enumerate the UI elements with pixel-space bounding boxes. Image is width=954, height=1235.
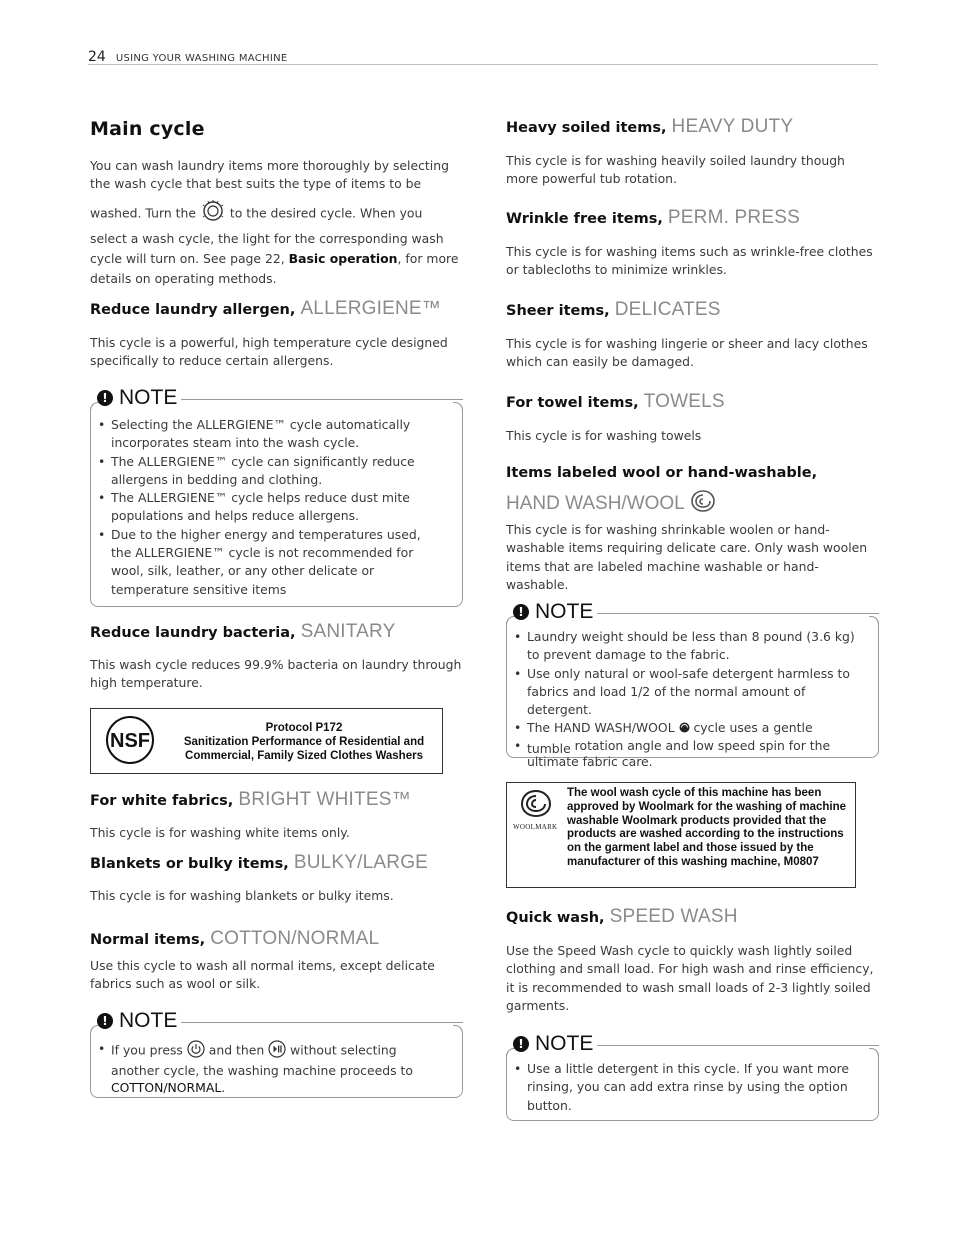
bulky-heading: Blankets or bulky items, BULKY/LARGE	[90, 852, 429, 873]
bright-whites-body: This cycle is for washing white items only.	[90, 825, 350, 840]
perm-press-cycle-name: PERM. PRESS	[667, 207, 800, 228]
note-label: NOTE	[535, 600, 597, 624]
cycle-dial-icon	[200, 199, 226, 229]
heavy-duty-cycle-name: HEAVY DUTY	[671, 116, 794, 137]
start-pause-button-icon	[268, 1040, 286, 1062]
page-header-title: USING YOUR WASHING MACHINE	[115, 53, 288, 64]
page-header	[88, 46, 878, 65]
list-item: • The HAND WASH/WOOL cycle uses a gentle	[507, 719, 869, 738]
allergiene-cycle-name: ALLERGIENE™	[300, 298, 441, 319]
normal-heading: Normal items, COTTON/NORMAL	[90, 928, 380, 949]
delicates-heading: Sheer items, DELICATES	[506, 299, 721, 320]
bright-whites-heading: For white fabrics, BRIGHT WHITES™	[90, 789, 411, 810]
wool-note	[506, 600, 879, 770]
speed-wash-heading: Quick wash, SPEED WASH	[506, 906, 738, 927]
hand-wash-wool-cycle-name: HAND WASH/WOOL	[506, 488, 717, 520]
normal-body: Use this cycle to wash all normal items, except delicate fabrics such as wool or silk.	[90, 958, 435, 992]
wool-icon	[679, 720, 690, 738]
list-item: • Use a little detergent in this cycle. If you want more rinsing, you can add extra rinse by using the option button.	[507, 1060, 857, 1115]
sanitary-cycle-name: SANITARY	[300, 621, 396, 642]
note-label: NOTE	[119, 1009, 181, 1033]
list-item: • The ALLERGIENE™ cycle can significantly reduce allergens in bedding and clothing.	[91, 453, 441, 490]
svg-text:NSF: NSF	[110, 730, 150, 752]
main-cycle-instructions: washed. Turn the to the desired cycle. When you select a wash cycle, the light for the corresponding wash cycle will turn on. See page 22, Basic operation, for more details on operating methods.	[90, 199, 462, 289]
warning-icon: !	[513, 604, 529, 620]
list-item: • Use only natural or wool-safe detergent harmless to fabrics and load 1/2 of the normal amount of detergent.	[507, 665, 869, 720]
woolmark-logo: WOOLMARK	[517, 789, 555, 831]
list-item: • tumble rotation angle and low speed spin for the ultimate fabric care.	[507, 738, 869, 770]
normal-cycle-name: COTTON/NORMAL	[210, 928, 380, 949]
main-cycle-title: Main cycle	[90, 118, 205, 140]
sanitary-heading: Reduce laundry bacteria, SANITARY	[90, 621, 396, 642]
speed-wash-body: Use the Speed Wash cycle to quickly wash lightly soiled clothing and small load. For high wash and rinse efficiency, it is recommended to wash small loads of 2-3 lightly soiled garments.	[506, 943, 874, 1013]
bulky-body: This cycle is for washing blankets or bulky items.	[90, 888, 394, 903]
main-cycle-intro: You can wash laundry items more thoroughly by selecting the wash cycle that best suits the type of items to be	[90, 158, 449, 192]
hand-wash-wool-body: This cycle is for washing shrinkable woolen or hand-washable items requiring delicate care. Only wash woolen items that are labeled machine washable or hand-washable.	[506, 522, 868, 592]
towels-body: This cycle is for washing towels	[506, 428, 702, 443]
nsf-description: Sanitization Performance of Residential and Commercial, Family Sized Clothes Washers	[183, 736, 425, 762]
list-item: • The ALLERGIENE™ cycle helps reduce dust mite populations and helps reduce allergens.	[91, 489, 441, 526]
nsf-protocol: Protocol P172	[265, 722, 343, 734]
heavy-duty-heading: Heavy soiled items, HEAVY DUTY	[506, 116, 794, 137]
warning-icon: !	[513, 1036, 529, 1052]
nsf-certification-box	[90, 708, 443, 774]
delicates-cycle-name: DELICATES	[614, 299, 721, 320]
cotton-normal-note	[90, 1009, 463, 1098]
delicates-body: This cycle is for washing lingerie or sheer and lacy clothes which can easily be damaged.	[506, 336, 868, 370]
list-item: • Laundry weight should be less than 8 pound (3.6 kg) to prevent damage to the fabric.	[507, 628, 869, 665]
woolmark-text: The wool wash cycle of this machine has been approved by Woolmark for the washing of machine washable Woolmark products provided that the products are washed according to the instructions on the garment label and those issued by the manufacturer of this washing machine, M0807	[567, 787, 847, 868]
allergiene-heading: Reduce laundry allergen, ALLERGIENE™	[90, 298, 441, 319]
warning-icon: !	[97, 1013, 113, 1029]
note-label: NOTE	[119, 386, 181, 410]
list-item: • Due to the higher energy and temperatures used, the ALLERGIENE™ cycle is not recommended for wool, silk, leather, or any other delicate or temperature sensitive items	[91, 526, 441, 599]
speed-wash-cycle-name: SPEED WASH	[609, 906, 738, 927]
hand-wash-wool-heading: Items labeled wool or hand-washable,	[506, 465, 818, 481]
perm-press-heading: Wrinkle free items, PERM. PRESS	[506, 207, 800, 228]
woolmark-certification-box	[506, 782, 856, 888]
list-item: • If you press and then without selecting another cycle, the washing machine proceeds to COTTON/NORMAL.	[91, 1040, 441, 1096]
towels-cycle-name: TOWELS	[643, 391, 725, 412]
warning-icon: !	[97, 390, 113, 406]
page-number: 24	[88, 49, 106, 65]
perm-press-body: This cycle is for washing items such as wrinkle-free clothes or tablecloths to minimize wrinkles.	[506, 244, 873, 278]
note-label: NOTE	[535, 1032, 597, 1056]
towels-heading: For towel items, TOWELS	[506, 391, 725, 412]
nsf-logo	[105, 715, 155, 765]
allergiene-body: This cycle is a powerful, high temperature cycle designed specifically to reduce certain allergens.	[90, 335, 448, 369]
speed-wash-note	[506, 1032, 879, 1121]
heavy-duty-body: This cycle is for washing heavily soiled laundry though more powerful tub rotation.	[506, 153, 845, 187]
woolmark-icon	[689, 488, 717, 520]
list-item: • Selecting the ALLERGIENE™ cycle automatically incorporates steam into the wash cycle.	[91, 416, 441, 453]
power-button-icon	[187, 1040, 205, 1062]
sanitary-body: This wash cycle reduces 99.9% bacteria on laundry through high temperature.	[90, 657, 462, 691]
bright-whites-cycle-name: BRIGHT WHITES™	[238, 789, 411, 810]
allergiene-note	[90, 386, 463, 607]
bulky-cycle-name: BULKY/LARGE	[293, 852, 429, 873]
